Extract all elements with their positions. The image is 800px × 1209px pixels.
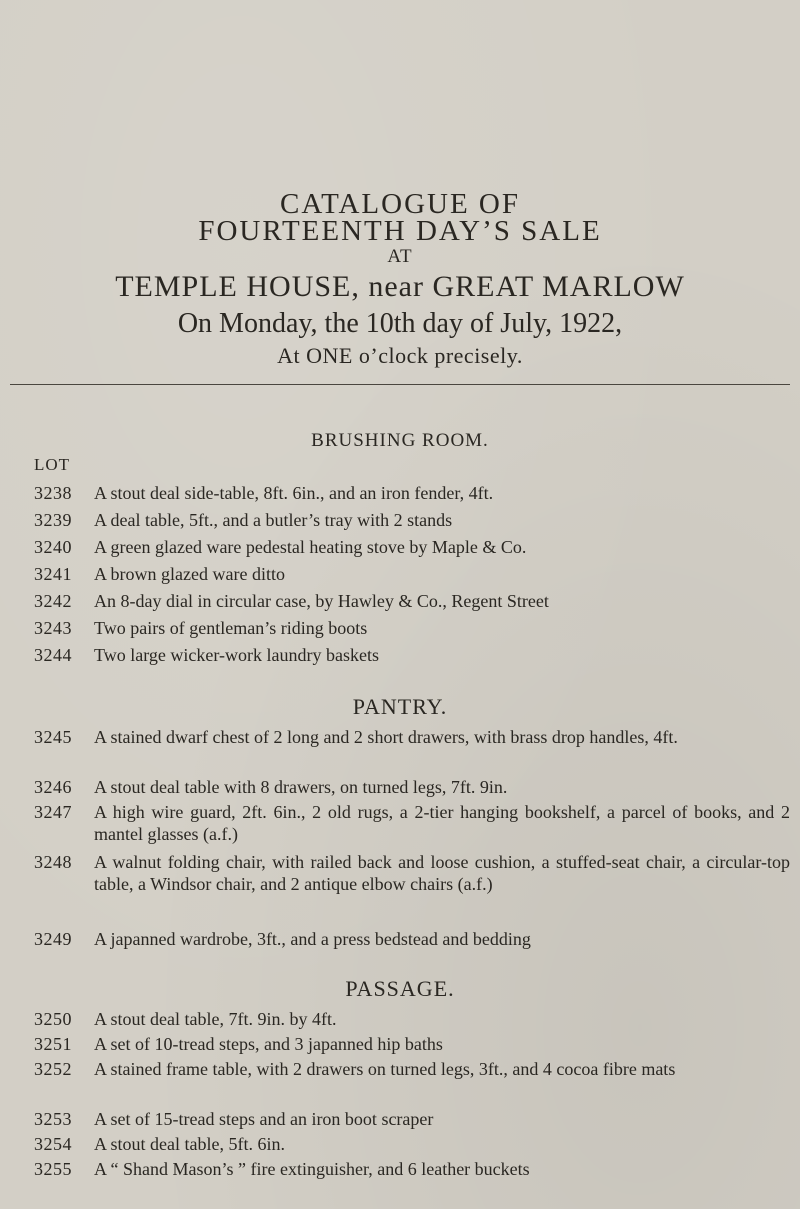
- catalogue-title: CATALOGUE OF: [280, 188, 520, 220]
- lot-number: 3246: [34, 777, 72, 797]
- lot-description: A set of 15-tread steps and an iron boot scraper: [94, 1109, 434, 1129]
- lot-number: 3239: [34, 510, 72, 530]
- lot-number: 3244: [34, 645, 72, 665]
- lot-description: A green glazed ware pedestal heating stove by Maple & Co.: [94, 537, 527, 557]
- lot-number: 3254: [34, 1134, 72, 1154]
- lot-description: A deal table, 5ft., and a butler’s tray with 2 stands: [94, 510, 453, 530]
- venue-line: TEMPLE HOUSE, near GREAT MARLOW: [115, 270, 685, 303]
- lot-number: 3240: [34, 537, 72, 557]
- lot-number: 3241: [34, 564, 72, 584]
- lot-description: A “ Shand Mason’s ” fire extinguisher, and 6 leather buckets: [94, 1159, 530, 1179]
- lot-description: Two large wicker-work laundry baskets: [94, 645, 379, 665]
- lot-description: A stained dwarf chest of 2 long and 2 short drawers, with brass drop handles, 4ft.: [94, 727, 678, 747]
- lot-number: 3249: [34, 929, 72, 949]
- lot-number: 3243: [34, 618, 72, 638]
- lot-number: 3253: [34, 1109, 72, 1129]
- sale-subtitle: FOURTEENTH DAY’S SALE: [198, 215, 602, 247]
- sale-date: On Monday, the 10th day of July, 1922,: [177, 308, 623, 339]
- lot-number: 3250: [34, 1009, 72, 1029]
- lot-description: A stout deal table, 5ft. 6in.: [94, 1134, 285, 1154]
- header-divider: [10, 384, 790, 385]
- lot-description: A set of 10-tread steps, and 3 japanned hip baths: [94, 1034, 443, 1054]
- lot-number: 3252: [34, 1059, 72, 1079]
- room-heading-passage: PASSAGE.: [345, 976, 455, 1001]
- lot-number: 3248: [34, 852, 72, 872]
- sale-time: At ONE o’clock precisely.: [277, 343, 523, 368]
- lot-column-label: LOT: [34, 455, 71, 474]
- lot-description: A brown glazed ware ditto: [94, 564, 285, 584]
- at-label: AT: [387, 246, 413, 267]
- lot-number: 3251: [34, 1034, 72, 1054]
- lot-number: 3245: [34, 727, 72, 747]
- room-heading-brushing-room: BRUSHING ROOM.: [311, 430, 489, 451]
- lot-number: 3247: [34, 802, 72, 822]
- lot-description: A japanned wardrobe, 3ft., and a press bedstead and bedding: [94, 929, 531, 949]
- room-heading-pantry: PANTRY.: [352, 694, 448, 719]
- lot-description: A stout deal table, 7ft. 9in. by 4ft.: [94, 1009, 337, 1029]
- lot-number: 3255: [34, 1159, 72, 1179]
- lot-description: A high wire guard, 2ft. 6in., 2 old rugs, a 2-tier hanging bookshelf, a parcel of books, and 2 mantel glasses (a.f.): [94, 802, 790, 844]
- lot-number: 3242: [34, 591, 72, 611]
- lot-description: Two pairs of gentleman’s riding boots: [94, 618, 368, 638]
- lot-description: A stout deal table with 8 drawers, on turned legs, 7ft. 9in.: [94, 777, 508, 797]
- lot-number: 3238: [34, 483, 72, 503]
- lot-description: A stained frame table, with 2 drawers on turned legs, 3ft., and 4 cocoa fibre mats: [94, 1059, 676, 1079]
- lot-description: A walnut folding chair, with railed back and loose cushion, a stuffed-seat chair, a circular-top table, a Windsor chair, and 2 antique elbow chairs (a.f.): [94, 852, 790, 894]
- lot-description: A stout deal side-table, 8ft. 6in., and an iron fender, 4ft.: [94, 483, 494, 503]
- lot-description: An 8-day dial in circular case, by Hawley & Co., Regent Street: [94, 591, 549, 611]
